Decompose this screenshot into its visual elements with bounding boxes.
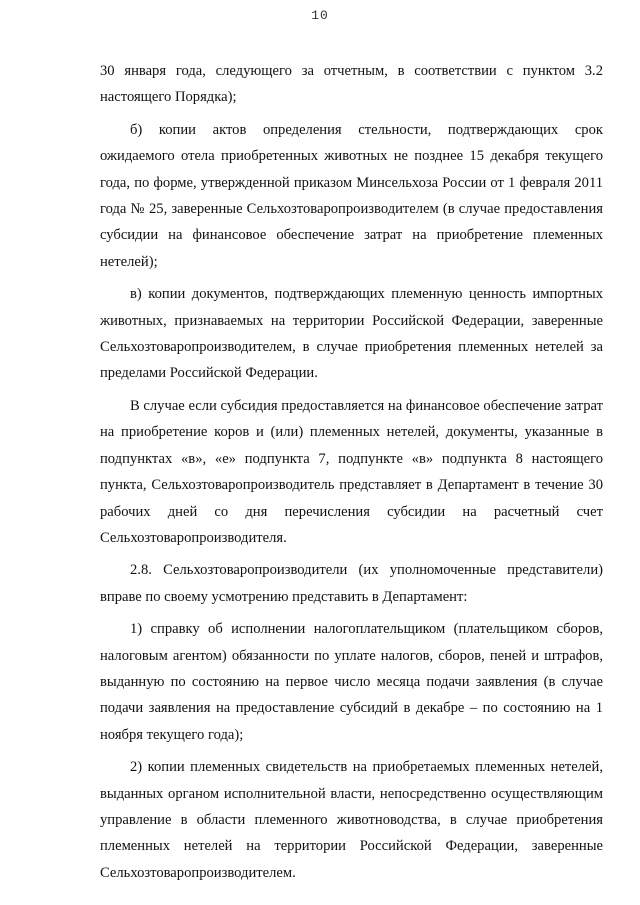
paragraph-section-2-8: 2.8. Сельхозтоваропроизводители (их уполномоченные представители) вправе по своему усмотрению представить в Департамент: <box>100 562 603 605</box>
paragraph-subsidy-case: В случае если субсидия предоставляется на финансовое обеспечение затрат на приобретение коров и (или) племенных нетелей, документы, указанные в подпунктах «в», «е» подпункта 7, подпункте «в» подпункта 8 настоящего пункта, Сельхозтоваропроизводитель представляет в Департамент в течение 30 рабочих дней со дня перечисления субсидии на расчетный счет Сельхозтоваропроизводителя. <box>100 397 603 546</box>
paragraph-item-v: в) копии документов, подтверждающих племенную ценность импортных животных, признаваемых на территории Российской Федерации, заверенные Сельхозтоваропроизводителем, в случае приобретения племенных нетелей за пределами Российской Федерации. <box>100 286 603 382</box>
paragraph-item-1: 1) справку об исполнении налогоплательщиком (плательщиком сборов, налоговым агентом) обязанности по уплате налогов, сборов, пеней и штрафов, выданную по состоянию на первое число месяца подачи заявления (в случае подачи заявления на предоставление субсидий в декабре – по состоянию на 1 ноября текущего года); <box>100 621 603 743</box>
paragraph-continuation: 30 января года, следующего за отчетным, в соответствии с пунктом 3.2 настоящего Порядка); <box>100 63 603 106</box>
page-number: 10 <box>311 8 329 23</box>
paragraph-item-b: б) копии актов определения стельности, подтверждающих срок ожидаемого отела приобретенных животных не позднее 15 декабря текущего года, по форме, утвержденной приказом Минсельхоза России от 1 февраля 2011 года № 25, заверенные Сельхозтоваропроизводителем (в случае предоставления субсидии на финансовое обеспечение затрат на приобретение племенных нетелей); <box>100 121 603 270</box>
document-body <box>100 58 603 892</box>
paragraph-item-2: 2) копии племенных свидетельств на приобретаемых племенных нетелей, выданных органом исполнительной власти, непосредственно осуществляющим управление в области племенного животноводства, в случае приобретения племенных нетелей на территории Российской Федерации, заверенные Сельхозтоваропроизводителем. <box>100 759 603 881</box>
